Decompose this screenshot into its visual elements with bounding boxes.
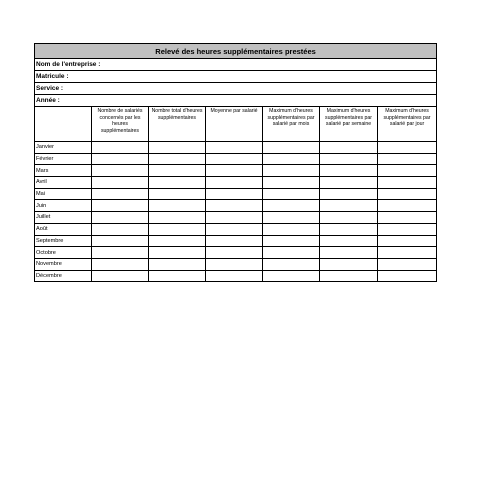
data-cell[interactable]	[320, 153, 378, 165]
data-cell[interactable]	[206, 200, 263, 212]
data-cell[interactable]	[263, 258, 320, 270]
data-cell[interactable]	[263, 212, 320, 224]
data-cell[interactable]	[149, 247, 206, 259]
month-label: Mars	[35, 165, 92, 177]
data-cell[interactable]	[378, 235, 437, 247]
data-cell[interactable]	[320, 165, 378, 177]
info-row	[35, 71, 437, 83]
data-cell[interactable]	[320, 200, 378, 212]
data-cell[interactable]	[92, 177, 149, 189]
data-cell[interactable]	[320, 142, 378, 154]
table-row	[35, 212, 437, 224]
table-row	[35, 200, 437, 212]
overtime-report-table	[34, 43, 437, 282]
data-cell[interactable]	[378, 188, 437, 200]
month-label: Septembre	[35, 235, 92, 247]
info-field-label[interactable]: Année :	[35, 95, 437, 107]
month-label: Mai	[35, 188, 92, 200]
data-cell[interactable]	[92, 188, 149, 200]
data-cell[interactable]	[263, 177, 320, 189]
data-cell[interactable]	[206, 258, 263, 270]
table-row	[35, 235, 437, 247]
month-label: Juillet	[35, 212, 92, 224]
data-cell[interactable]	[149, 258, 206, 270]
data-cell[interactable]	[149, 200, 206, 212]
info-field-label[interactable]: Service :	[35, 83, 437, 95]
data-cell[interactable]	[263, 247, 320, 259]
month-label: Novembre	[35, 258, 92, 270]
data-cell[interactable]	[320, 270, 378, 282]
data-cell[interactable]	[92, 270, 149, 282]
data-cell[interactable]	[378, 165, 437, 177]
data-cell[interactable]	[378, 153, 437, 165]
data-cell[interactable]	[92, 200, 149, 212]
data-cell[interactable]	[206, 165, 263, 177]
data-cell[interactable]	[92, 247, 149, 259]
info-row	[35, 83, 437, 95]
table-row	[35, 177, 437, 189]
info-row	[35, 95, 437, 107]
month-label: Juin	[35, 200, 92, 212]
data-cell[interactable]	[149, 212, 206, 224]
column-header: Nombre de salariés concernés par les heures supplémentaires	[92, 107, 149, 142]
column-header: Moyenne par salarié	[206, 107, 263, 142]
data-cell[interactable]	[206, 235, 263, 247]
table-row	[35, 247, 437, 259]
data-cell[interactable]	[378, 223, 437, 235]
data-cell[interactable]	[92, 223, 149, 235]
data-cell[interactable]	[149, 270, 206, 282]
data-cell[interactable]	[92, 165, 149, 177]
month-label: Janvier	[35, 142, 92, 154]
data-cell[interactable]	[263, 200, 320, 212]
column-header-row	[35, 107, 437, 142]
column-header: Nombre total d'heures supplémentaires	[149, 107, 206, 142]
data-cell[interactable]	[263, 142, 320, 154]
data-cell[interactable]	[206, 177, 263, 189]
data-cell[interactable]	[263, 223, 320, 235]
data-cell[interactable]	[92, 142, 149, 154]
data-cell[interactable]	[263, 153, 320, 165]
data-cell[interactable]	[149, 142, 206, 154]
table-row	[35, 188, 437, 200]
data-cell[interactable]	[206, 247, 263, 259]
data-cell[interactable]	[378, 142, 437, 154]
info-field-label[interactable]: Nom de l'entreprise :	[35, 59, 437, 71]
data-cell[interactable]	[320, 258, 378, 270]
title-row	[35, 44, 437, 59]
info-row	[35, 59, 437, 71]
data-cell[interactable]	[320, 212, 378, 224]
column-header: Maximum d'heures supplémentaires par salarié par mois	[263, 107, 320, 142]
table-row	[35, 142, 437, 154]
table-row	[35, 165, 437, 177]
data-cell[interactable]	[320, 188, 378, 200]
month-label: Avril	[35, 177, 92, 189]
data-cell[interactable]	[149, 223, 206, 235]
data-cell[interactable]	[378, 247, 437, 259]
data-cell[interactable]	[320, 247, 378, 259]
data-cell[interactable]	[378, 212, 437, 224]
column-header: Maximum d'heures supplémentaires par salarié par jour	[378, 107, 437, 142]
data-cell[interactable]	[206, 153, 263, 165]
column-header: Maximum d'heures supplémentaires par salarié par semaine	[320, 107, 378, 142]
month-label: Octobre	[35, 247, 92, 259]
data-cell[interactable]	[263, 188, 320, 200]
data-cell[interactable]	[378, 177, 437, 189]
data-cell[interactable]	[149, 235, 206, 247]
data-cell[interactable]	[206, 212, 263, 224]
data-cell[interactable]	[92, 235, 149, 247]
table-row	[35, 153, 437, 165]
data-cell[interactable]	[263, 270, 320, 282]
data-cell[interactable]	[206, 270, 263, 282]
table-row	[35, 270, 437, 282]
data-cell[interactable]	[320, 177, 378, 189]
table-row	[35, 258, 437, 270]
data-cell[interactable]	[92, 153, 149, 165]
data-cell[interactable]	[92, 212, 149, 224]
data-cell[interactable]	[92, 258, 149, 270]
data-cell[interactable]	[149, 153, 206, 165]
data-cell[interactable]	[320, 235, 378, 247]
data-cell[interactable]	[149, 188, 206, 200]
month-label: Décembre	[35, 270, 92, 282]
report-title: Relevé des heures supplémentaires prestées	[35, 44, 437, 59]
data-cell[interactable]	[206, 142, 263, 154]
data-cell[interactable]	[320, 223, 378, 235]
data-cell[interactable]	[378, 200, 437, 212]
info-field-label[interactable]: Matricule :	[35, 71, 437, 83]
column-header	[35, 107, 92, 142]
table-row	[35, 223, 437, 235]
data-cell[interactable]	[263, 165, 320, 177]
data-cell[interactable]	[263, 235, 320, 247]
month-label: Août	[35, 223, 92, 235]
data-cell[interactable]	[206, 188, 263, 200]
data-cell[interactable]	[378, 270, 437, 282]
month-label: Février	[35, 153, 92, 165]
data-cell[interactable]	[378, 258, 437, 270]
data-cell[interactable]	[206, 223, 263, 235]
overtime-report-sheet	[34, 43, 436, 282]
data-cell[interactable]	[149, 177, 206, 189]
data-cell[interactable]	[149, 165, 206, 177]
